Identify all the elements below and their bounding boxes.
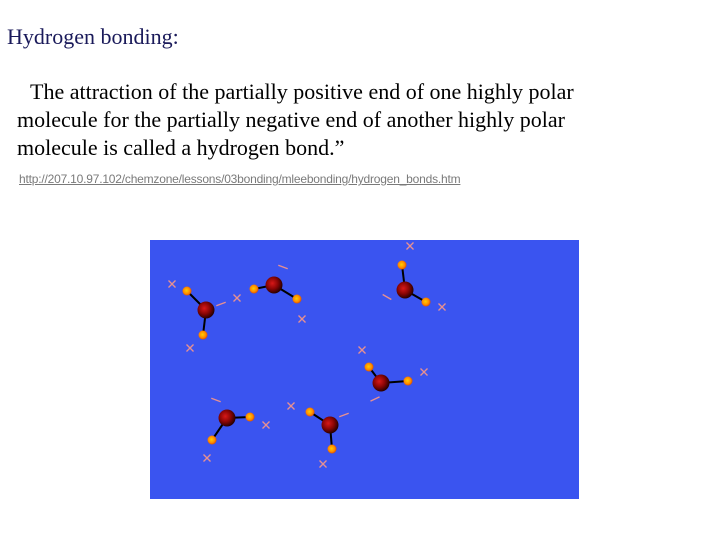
definition-text xyxy=(17,78,637,162)
hydrogen-atom xyxy=(306,408,315,417)
hydrogen-bonding-diagram xyxy=(150,240,579,499)
hydrogen-atom xyxy=(246,413,255,422)
oxygen-atom xyxy=(397,282,414,299)
hydrogen-atom xyxy=(250,285,259,294)
hydrogen-atom xyxy=(199,331,208,340)
source-link[interactable]: http://207.10.97.102/chemzone/lessons/03bonding/mleebonding/hydrogen_bonds.htm xyxy=(19,172,461,186)
hydrogen-atom xyxy=(365,363,374,372)
water-molecules-illustration xyxy=(150,240,579,499)
hydrogen-atom xyxy=(328,445,337,454)
slide-title: Hydrogen bonding: xyxy=(7,24,179,49)
hydrogen-atom xyxy=(422,298,431,307)
diagram-background xyxy=(150,240,579,499)
oxygen-atom xyxy=(266,277,283,294)
hydrogen-atom xyxy=(398,261,407,270)
hydrogen-atom xyxy=(183,287,192,296)
hydrogen-atom xyxy=(293,295,302,304)
oxygen-atom xyxy=(219,410,236,427)
oxygen-atom xyxy=(198,302,215,319)
hydrogen-atom xyxy=(404,377,413,386)
oxygen-atom xyxy=(322,417,339,434)
hydrogen-atom xyxy=(208,436,217,445)
definition-body: The attraction of the partially positive end of one highly polar molecule for the partially negative end of another highly polar molecule is called a hydrogen bond.” xyxy=(17,79,574,160)
oxygen-atom xyxy=(373,375,390,392)
